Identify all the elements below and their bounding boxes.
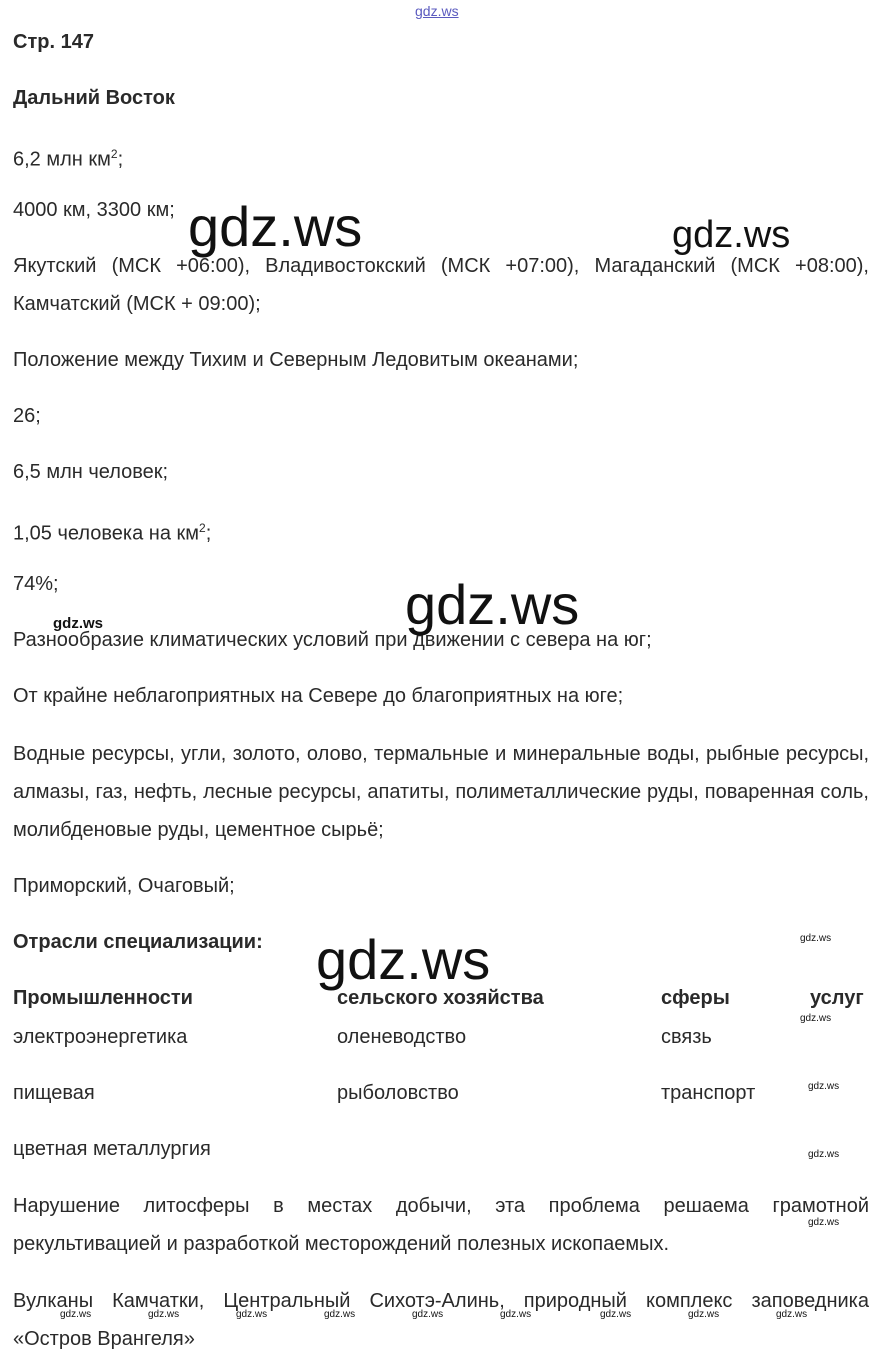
watermark: gdz.ws	[316, 928, 491, 991]
watermark: gdz.ws	[324, 1309, 356, 1320]
watermark: gdz.ws	[188, 195, 363, 258]
table-cell: связь	[661, 1026, 712, 1048]
watermark: gdz.ws	[808, 1217, 840, 1228]
position-line: Положение между Тихим и Северным Ледовитым океанами;	[13, 349, 579, 371]
watermark: gdz.ws	[776, 1309, 808, 1320]
table-cell: электроэнергетика	[13, 1026, 188, 1048]
sights-paragraph: Вулканы Камчатки, Центральный Сихотэ-Алинь, природный комплекс заповедника «Остров Врангеля»	[13, 1290, 869, 1350]
table-header-sphere: сферы	[661, 987, 730, 1009]
watermark: gdz.ws	[688, 1309, 720, 1320]
conditions-line: От крайне неблагоприятных на Севере до благоприятных на юге;	[13, 685, 624, 707]
watermark-top[interactable]: gdz.ws	[415, 3, 459, 19]
watermark: gdz.ws	[60, 1309, 92, 1320]
watermark: gdz.ws	[800, 1013, 832, 1024]
page-title: Дальний Восток	[13, 87, 175, 109]
watermark: gdz.ws	[236, 1309, 268, 1320]
specialization-title: Отрасли специализации:	[13, 931, 263, 953]
watermark: gdz.ws	[412, 1309, 444, 1320]
climate-line: Разнообразие климатических условий при движении с севера на юг;	[13, 629, 652, 651]
table-cell: пищевая	[13, 1082, 95, 1104]
watermark: gdz.ws	[672, 214, 791, 256]
table-cell: оленеводство	[337, 1026, 467, 1048]
urban-line: 74%;	[13, 573, 59, 595]
watermark: gdz.ws	[800, 933, 832, 944]
density-line: 1,05 человека на $км^2$;	[13, 521, 212, 545]
area-line: 6,2 млн $км^2$;	[13, 147, 124, 171]
table-header-industry: Промышленности	[13, 987, 193, 1009]
population-line: 6,5 млн человек;	[13, 461, 169, 483]
table-header-agriculture: сельского хозяйства	[337, 987, 544, 1009]
resources-paragraph: Водные ресурсы, угли, золото, олово, термальные и минеральные воды, рыбные ресурсы, алмазы, газ, нефть, лесные ресурсы, апатиты, полиметаллические руды, поваренная соль, молибденовые руды, цементное сырьё;	[13, 743, 869, 841]
timezones-paragraph: Якутский (МСК +06:00), Владивостокский (МСК +07:00), Магаданский (МСК +08:00), Камчатский (МСК + 09:00);	[13, 255, 869, 315]
table-cell: рыболовство	[337, 1082, 459, 1104]
table-cell: цветная металлургия	[13, 1138, 211, 1160]
ports-line: Приморский, Очаговый;	[13, 875, 235, 897]
extent-line: 4000 км, 3300 км;	[13, 199, 175, 221]
watermark: gdz.ws	[808, 1149, 840, 1160]
table-header-services: услуг	[810, 987, 864, 1009]
problem-paragraph: Нарушение литосферы в местах добычи, эта проблема решаема грамотной рекультивацией и разработкой месторождений полезных ископаемых.	[13, 1195, 869, 1255]
watermark: gdz.ws	[405, 573, 580, 636]
watermark: gdz.ws	[148, 1309, 180, 1320]
watermark: gdz.ws	[53, 615, 104, 632]
table-cell: транспорт	[661, 1082, 756, 1104]
watermark: gdz.ws	[808, 1081, 840, 1092]
page-number: Стр. 147	[13, 31, 94, 53]
watermark: gdz.ws	[600, 1309, 632, 1320]
watermark: gdz.ws	[500, 1309, 532, 1320]
subjects-line: 26;	[13, 405, 41, 427]
